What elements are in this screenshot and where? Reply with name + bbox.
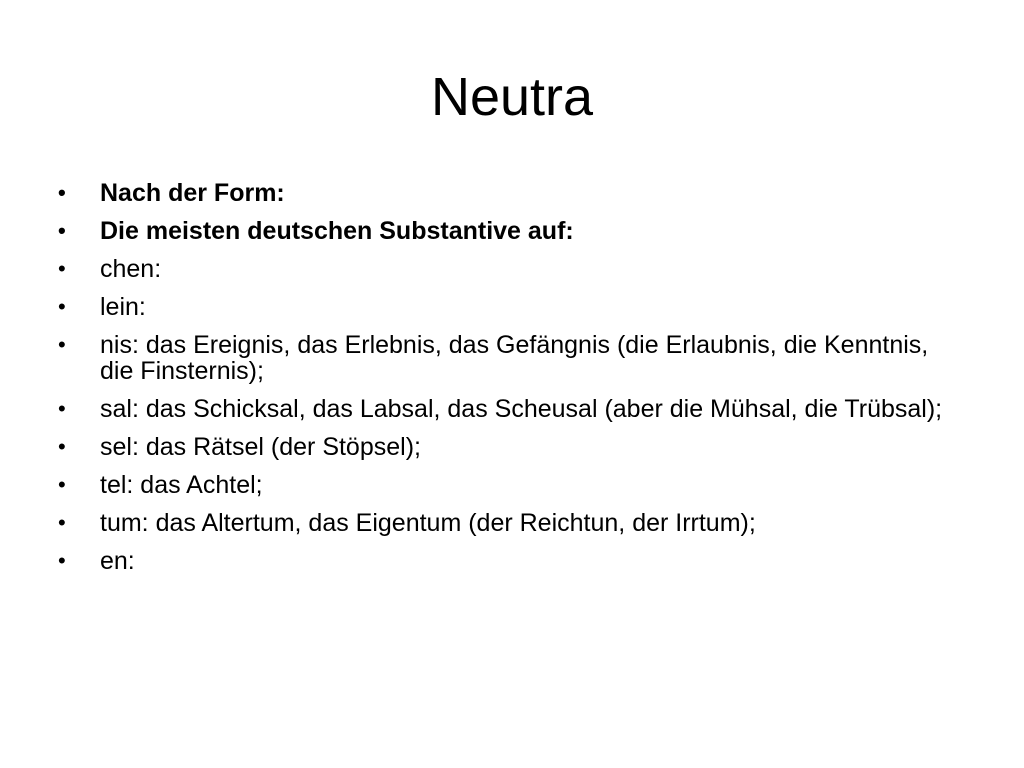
list-item (58, 472, 958, 498)
list-item-text: sel: das Rätsel (der Stöpsel); (100, 433, 421, 461)
bullet-icon: • (58, 548, 66, 573)
bullet-icon: • (58, 294, 66, 319)
bullet-icon: • (58, 180, 66, 205)
list-item (58, 396, 958, 422)
list-item-text: lein: (100, 293, 146, 321)
list-item (58, 434, 958, 460)
list-item-text: nis: das Ereignis, das Erlebnis, das Gefängnis (die Erlaubnis, die Kenntnis, die Finsternis); (100, 331, 929, 385)
bullet-icon: • (58, 332, 66, 357)
list-item-text: sal: das Schicksal, das Labsal, das Scheusal (aber die Mühsal, die Trübsal); (100, 395, 943, 423)
list-item-text: chen: (100, 255, 162, 283)
list-item (58, 294, 958, 320)
list-item (58, 218, 958, 244)
list-item-text: tel: das Achtel; (100, 471, 263, 499)
bullet-list (58, 180, 958, 586)
bullet-icon: • (58, 472, 66, 497)
list-item-text: en: (100, 547, 135, 575)
list-item (58, 548, 958, 574)
list-item-text: tum: das Altertum, das Eigentum (der Reichtun, der Irrtum); (100, 509, 756, 537)
list-item (58, 180, 958, 206)
bullet-icon: • (58, 396, 66, 421)
list-item-text: Die meisten deutschen Substantive auf: (100, 217, 574, 245)
slide-title: Neutra (430, 67, 594, 127)
bullet-icon: • (58, 256, 66, 281)
list-item (58, 510, 958, 536)
bullet-icon: • (58, 434, 66, 459)
bullet-icon: • (58, 510, 66, 535)
list-item-text: Nach der Form: (100, 179, 285, 207)
list-item (58, 332, 958, 384)
bullet-icon: • (58, 218, 66, 243)
list-item (58, 256, 958, 282)
